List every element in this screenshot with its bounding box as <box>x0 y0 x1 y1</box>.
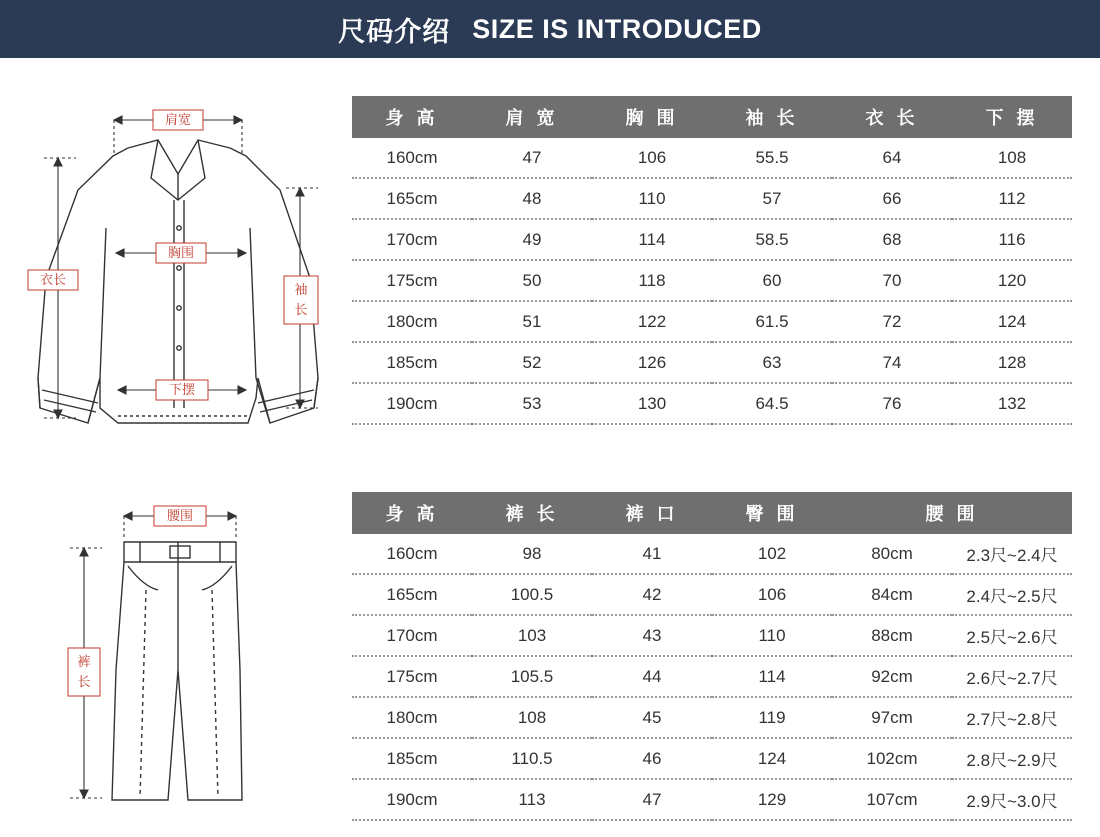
cell-pants-opening: 44 <box>592 656 712 697</box>
pants-label-length-1: 裤 <box>77 654 91 669</box>
cell-height: 180cm <box>352 697 472 738</box>
col-waist: 腰 围 <box>832 492 1072 534</box>
pants-table-body <box>352 534 1072 820</box>
shirt-measurement-diagram <box>18 78 338 438</box>
cell-shoulder: 52 <box>472 342 592 383</box>
cell-waist-cm: 107cm <box>832 779 952 820</box>
table-row <box>352 301 1072 342</box>
cell-waist-chi: 2.6尺~2.7尺 <box>952 656 1072 697</box>
cell-waist-cm: 92cm <box>832 656 952 697</box>
shirt-table-head <box>352 96 1072 138</box>
cell-waist-cm: 102cm <box>832 738 952 779</box>
table-row <box>352 534 1072 574</box>
cell-chest: 106 <box>592 138 712 178</box>
cell-height: 190cm <box>352 383 472 424</box>
cell-pants-opening: 46 <box>592 738 712 779</box>
cell-hem: 128 <box>952 342 1072 383</box>
cell-shoulder: 51 <box>472 301 592 342</box>
pants-label-waist: 腰围 <box>166 508 194 523</box>
cell-chest: 122 <box>592 301 712 342</box>
cell-pants-length: 100.5 <box>472 574 592 615</box>
cell-waist-cm: 84cm <box>832 574 952 615</box>
pants-size-table <box>352 492 1072 821</box>
cell-pants-length: 113 <box>472 779 592 820</box>
cell-waist-chi: 2.5尺~2.6尺 <box>952 615 1072 656</box>
cell-hem: 120 <box>952 260 1072 301</box>
shirt-label-shoulder: 肩宽 <box>164 112 192 127</box>
page-title-cn: 尺码介绍 <box>338 16 451 47</box>
cell-sleeve: 57 <box>712 178 832 219</box>
cell-pants-length: 103 <box>472 615 592 656</box>
col-pants-opening: 裤 口 <box>592 492 712 534</box>
cell-shoulder: 50 <box>472 260 592 301</box>
cell-pants-length: 108 <box>472 697 592 738</box>
cell-chest: 126 <box>592 342 712 383</box>
cell-hip: 102 <box>712 534 832 574</box>
cell-hip: 119 <box>712 697 832 738</box>
shirt-label-chest: 胸围 <box>167 245 195 260</box>
table-header-row <box>352 96 1072 138</box>
cell-height: 170cm <box>352 219 472 260</box>
col-sleeve: 袖 长 <box>712 96 832 138</box>
cell-height: 185cm <box>352 342 472 383</box>
cell-waist-chi: 2.3尺~2.4尺 <box>952 534 1072 574</box>
shirt-label-length: 衣长 <box>39 272 67 287</box>
table-row <box>352 574 1072 615</box>
cell-height: 160cm <box>352 138 472 178</box>
shirt-size-table-wrap <box>352 96 1072 425</box>
page-title-en: SIZE IS INTRODUCED <box>472 13 762 44</box>
pants-table-head <box>352 492 1072 534</box>
cell-waist-chi: 2.4尺~2.5尺 <box>952 574 1072 615</box>
col-chest: 胸 围 <box>592 96 712 138</box>
cell-hip: 106 <box>712 574 832 615</box>
cell-hem: 112 <box>952 178 1072 219</box>
cell-shoulder: 49 <box>472 219 592 260</box>
table-row <box>352 138 1072 178</box>
cell-sleeve: 55.5 <box>712 138 832 178</box>
cell-sleeve: 60 <box>712 260 832 301</box>
cell-length: 64 <box>832 138 952 178</box>
table-row <box>352 779 1072 820</box>
col-shoulder: 肩 宽 <box>472 96 592 138</box>
cell-pants-length: 105.5 <box>472 656 592 697</box>
cell-pants-opening: 41 <box>592 534 712 574</box>
shirt-label-hem: 下摆 <box>168 382 196 397</box>
cell-hem: 124 <box>952 301 1072 342</box>
cell-hem: 132 <box>952 383 1072 424</box>
cell-height: 165cm <box>352 574 472 615</box>
cell-waist-chi: 2.8尺~2.9尺 <box>952 738 1072 779</box>
cell-chest: 130 <box>592 383 712 424</box>
cell-sleeve: 64.5 <box>712 383 832 424</box>
cell-hip: 114 <box>712 656 832 697</box>
cell-length: 72 <box>832 301 952 342</box>
page-header <box>0 0 1100 58</box>
cell-height: 180cm <box>352 301 472 342</box>
cell-waist-chi: 2.7尺~2.8尺 <box>952 697 1072 738</box>
col-hem: 下 摆 <box>952 96 1072 138</box>
cell-hem: 116 <box>952 219 1072 260</box>
cell-waist-cm: 80cm <box>832 534 952 574</box>
table-row <box>352 656 1072 697</box>
cell-sleeve: 61.5 <box>712 301 832 342</box>
shirt-label-sleeve-1: 袖 <box>294 282 308 297</box>
table-row <box>352 615 1072 656</box>
cell-pants-opening: 47 <box>592 779 712 820</box>
table-row <box>352 260 1072 301</box>
col-pants-length: 裤 长 <box>472 492 592 534</box>
pants-label-length-2: 长 <box>77 674 91 689</box>
cell-pants-opening: 45 <box>592 697 712 738</box>
cell-length: 70 <box>832 260 952 301</box>
table-row <box>352 342 1072 383</box>
cell-hem: 108 <box>952 138 1072 178</box>
cell-length: 76 <box>832 383 952 424</box>
shirt-size-table <box>352 96 1072 425</box>
cell-height: 190cm <box>352 779 472 820</box>
pants-measurement-diagram <box>28 470 328 820</box>
col-height: 身 高 <box>352 96 472 138</box>
cell-pants-opening: 43 <box>592 615 712 656</box>
pants-size-table-wrap <box>352 492 1072 821</box>
cell-sleeve: 63 <box>712 342 832 383</box>
table-row <box>352 383 1072 424</box>
cell-waist-cm: 97cm <box>832 697 952 738</box>
cell-height: 160cm <box>352 534 472 574</box>
cell-hip: 129 <box>712 779 832 820</box>
table-row <box>352 697 1072 738</box>
cell-sleeve: 58.5 <box>712 219 832 260</box>
cell-chest: 118 <box>592 260 712 301</box>
cell-length: 68 <box>832 219 952 260</box>
cell-chest: 110 <box>592 178 712 219</box>
cell-pants-opening: 42 <box>592 574 712 615</box>
cell-shoulder: 47 <box>472 138 592 178</box>
table-row <box>352 178 1072 219</box>
cell-chest: 114 <box>592 219 712 260</box>
cell-shoulder: 53 <box>472 383 592 424</box>
col-height: 身 高 <box>352 492 472 534</box>
cell-shoulder: 48 <box>472 178 592 219</box>
cell-height: 185cm <box>352 738 472 779</box>
cell-pants-length: 98 <box>472 534 592 574</box>
shirt-table-body <box>352 138 1072 424</box>
table-header-row <box>352 492 1072 534</box>
cell-length: 66 <box>832 178 952 219</box>
cell-height: 175cm <box>352 260 472 301</box>
cell-length: 74 <box>832 342 952 383</box>
col-length: 衣 长 <box>832 96 952 138</box>
cell-pants-length: 110.5 <box>472 738 592 779</box>
table-row <box>352 219 1072 260</box>
shirt-label-sleeve-2: 长 <box>294 302 308 317</box>
table-row <box>352 738 1072 779</box>
cell-height: 175cm <box>352 656 472 697</box>
cell-waist-cm: 88cm <box>832 615 952 656</box>
cell-waist-chi: 2.9尺~3.0尺 <box>952 779 1072 820</box>
col-hip: 臀 围 <box>712 492 832 534</box>
cell-height: 170cm <box>352 615 472 656</box>
cell-hip: 110 <box>712 615 832 656</box>
cell-height: 165cm <box>352 178 472 219</box>
cell-hip: 124 <box>712 738 832 779</box>
